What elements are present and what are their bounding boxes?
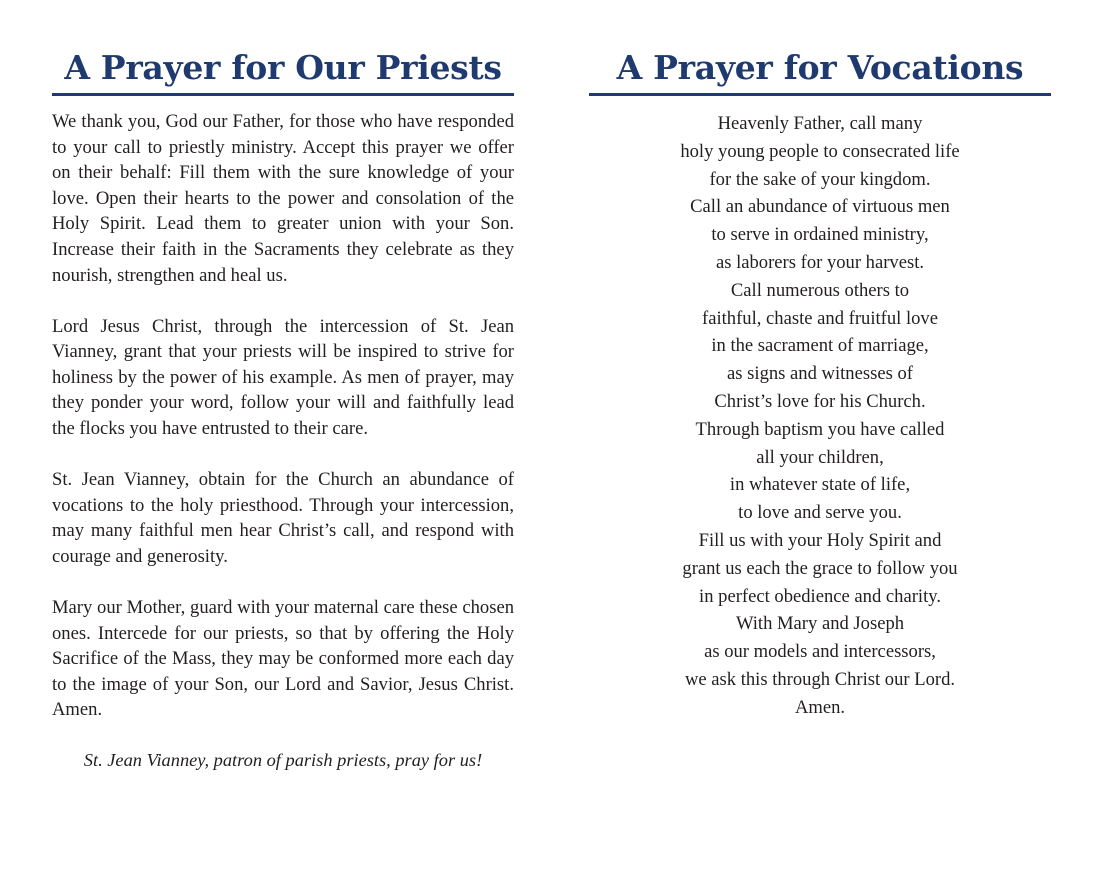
- prayer-paragraph: St. Jean Vianney, obtain for the Church an abundance of vocations to the holy priesthood. Through your intercession, may many faithful men hear Christ’s call, and respond with courage and generosity.: [52, 469, 514, 567]
- prayer-line: Amen.: [794, 696, 846, 718]
- prayer-paragraph: Lord Jesus Christ, through the intercession of St. Jean Vianney, grant that your priests will be inspired to strive for holiness by the power of his example. As men of prayer, may they ponder your word, follow your will and faithfully lead the flocks you have entrusted to their care.: [52, 315, 514, 440]
- prayer-line: grant us each the grace to follow you: [682, 557, 958, 579]
- priests-prayer-title: A Prayer for Our Priests: [64, 48, 502, 87]
- prayer-line: in perfect obedience and charity.: [699, 585, 941, 607]
- prayer-line: Call numerous others to: [730, 279, 910, 301]
- title-divider: [52, 93, 514, 96]
- closing-invocation: St. Jean Vianney, patron of parish priests, pray for us!: [83, 750, 483, 771]
- prayer-line: holy young people to consecrated life: [680, 140, 960, 162]
- prayer-line: Heavenly Father, call many: [717, 113, 923, 134]
- prayer-line: in whatever state of life,: [729, 474, 911, 496]
- prayer-line: to love and serve you.: [738, 502, 902, 524]
- prayer-line: to serve in ordained ministry,: [711, 224, 929, 246]
- prayer-line: Fill us with your Holy Spirit and: [698, 529, 942, 551]
- prayer-line: we ask this through Christ our Lord.: [684, 668, 956, 690]
- priests-prayer-body: [52, 109, 514, 723]
- prayer-line: as our models and intercessors,: [704, 641, 936, 663]
- vocations-prayer-body: [589, 110, 1051, 722]
- title-divider: [589, 93, 1051, 96]
- prayer-line: faithful, chaste and fruitful love: [702, 307, 938, 329]
- prayer-line: for the sake of your kingdom.: [709, 168, 931, 190]
- prayer-line: Call an abundance of virtuous men: [690, 196, 950, 218]
- priests-prayer-column: [52, 46, 514, 774]
- prayer-line: all your children,: [756, 446, 884, 468]
- prayer-paragraph: We thank you, God our Father, for those who have responded to your call to priestly ministry. Accept this prayer we offer on their behalf: Fill them with the sure knowledge of your love. Open their hearts to the power and consolation of the Holy Spirit. Lead them to greater union with your Son. Increase their faith in the Sacraments they celebrate as they nourish, strengthen and heal us.: [52, 111, 514, 286]
- prayer-line: With Mary and Joseph: [735, 613, 905, 635]
- prayer-line: Through baptism you have called: [695, 418, 945, 440]
- prayer-paragraph: Mary our Mother, guard with your maternal care these chosen ones. Intercede for our priests, so that by offering the Holy Sacrifice of the Mass, they may be conformed more each day to the image of your Son, our Lord and Savior, Jesus Christ. Amen.: [52, 597, 514, 721]
- vocations-prayer-column: [589, 46, 1051, 722]
- vocations-prayer-title: A Prayer for Vocations: [616, 48, 1024, 87]
- prayer-line: Christ’s love for his Church.: [714, 390, 926, 412]
- prayer-line: as laborers for your harvest.: [715, 251, 925, 273]
- prayer-line: in the sacrament of marriage,: [711, 335, 929, 357]
- prayer-line: as signs and witnesses of: [727, 363, 913, 385]
